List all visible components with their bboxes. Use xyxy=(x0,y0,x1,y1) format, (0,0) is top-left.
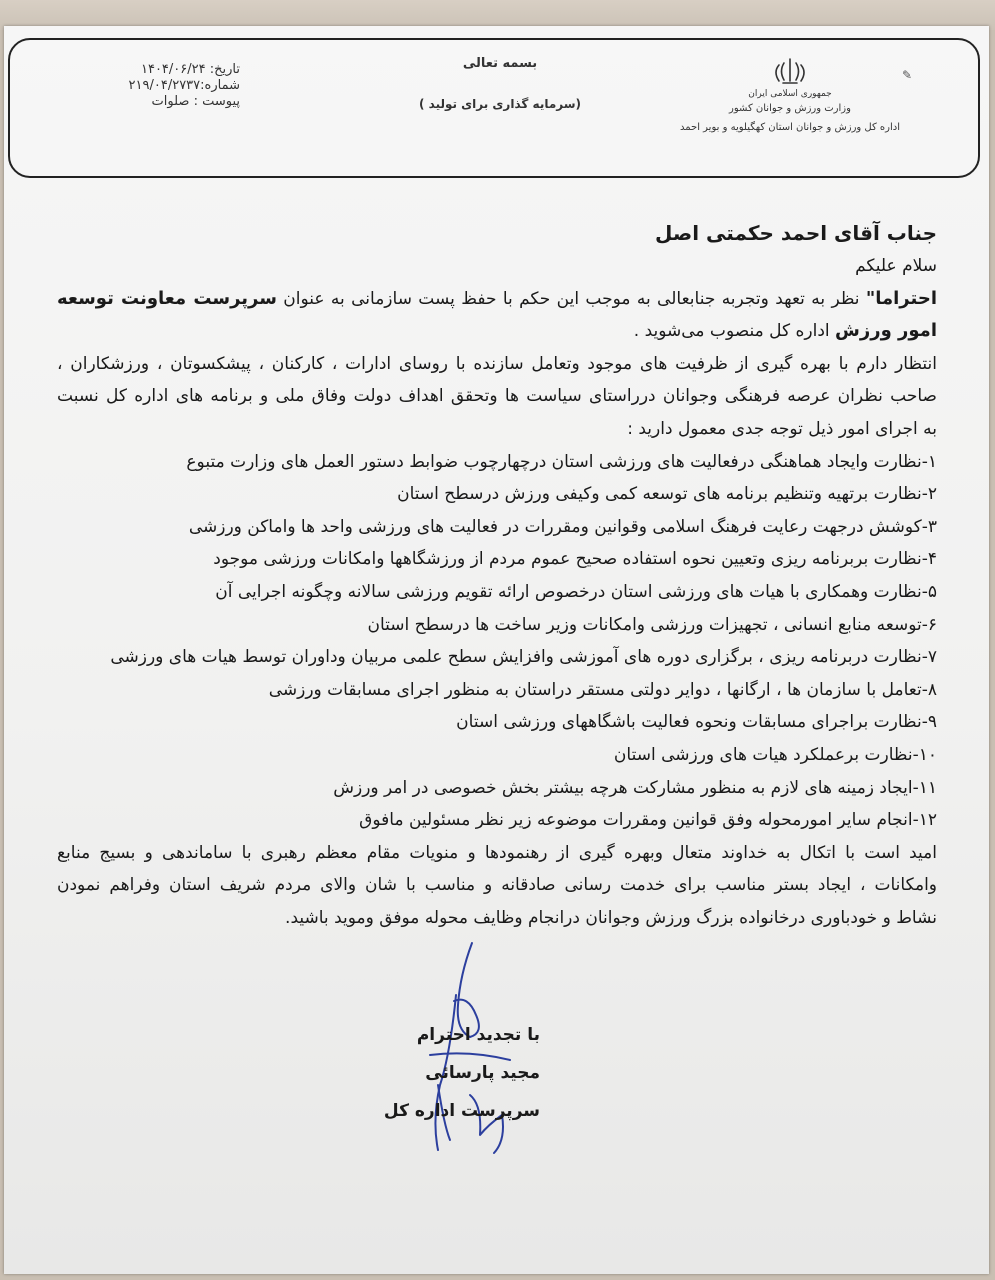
recipient: جناب آقای احمد حکمتی اصل xyxy=(655,221,937,245)
letter-body xyxy=(57,216,937,934)
list-item: ۹-نظارت براجرای مسابقات ونحوه فعالیت باشگاههای ورزشی استان xyxy=(456,712,937,733)
ministry-line-1: جمهوری اسلامی ایران xyxy=(748,89,832,99)
list-item: ۲-نظارت برتهیه وتنظیم برنامه های توسعه کمی وکیفی ورزش درسطح استان xyxy=(397,484,937,505)
list-item: ۱-نظارت وایجاد هماهنگی درفعالیت های ورزشی استان درچهارچوب ضوابط دستور العمل های وزارت متبوع xyxy=(186,451,937,472)
list-item: ۸-تعامل با سازمان ها ، ارگانها ، دوایر دولتی مستقر دراستان به منظور اجرای مسابقات ورزشی xyxy=(268,679,937,700)
list-item: ۶-توسعه منابع انسانی ، تجهیزات ورزشی وامکانات وزیر ساخت ها درسطح استان xyxy=(367,614,937,635)
pen-mark-icon: ✎ xyxy=(902,68,913,82)
signature-block xyxy=(330,1016,540,1130)
signatory-name: مجید پارسائی xyxy=(425,1063,540,1083)
list-item: ۱۲-انجام سایر امورمحوله وفق قوانین ومقررات موضوعه زیر نظر مسئولین مافوق xyxy=(359,810,937,831)
ministry-block xyxy=(640,55,940,133)
attachment-value: صلوات xyxy=(151,94,190,109)
intro-text-2: اداره کل منصوب می‌شوید . xyxy=(633,321,836,342)
paragraph-line: به اجرای امور ذیل توجه جدی معمول دارید : xyxy=(627,418,937,439)
greeting: سلام علیکم xyxy=(855,256,937,276)
list-item: ۵-نظارت وهمکاری با هیات های ورزشی استان درخصوص ارائه تقویم ورزشی سالانه وچگونه اجرایی آن xyxy=(215,581,937,602)
closing-line: نشاط و خودباوری درخانواده بزرگ ورزش وجوانان درانجام وظایف محوله موفق وموید باشید. xyxy=(285,907,937,928)
signatory-title: سرپرست اداره کل xyxy=(383,1101,540,1121)
intro-line-1 xyxy=(57,283,937,316)
list-item: ۱۰-نظارت برعملکرد هیات های ورزشی استان xyxy=(613,744,937,765)
iran-emblem-icon xyxy=(770,55,810,87)
intro-bold-2: سرپرست معاونت توسعه xyxy=(57,287,277,309)
number-value: ۲۱۹/۰۴/۲۷۳۷ xyxy=(128,78,201,93)
date-value: ۱۴۰۴/۰۶/۲۴ xyxy=(140,62,206,77)
ministry-line-2: وزارت ورزش و جوانان کشور xyxy=(729,103,851,114)
list-item: ۱۱-ایجاد زمینه های لازم به منظور مشارکت هرچه بیشتر بخش خصوصی در امر ورزش xyxy=(333,777,937,798)
attachment-row xyxy=(60,94,240,110)
list-item: ۳-کوشش درجهت رعایت فرهنگ اسلامی وقوانین ومقررات در فعالیت های ورزشی واحد ها واماکن ورزشی xyxy=(188,516,937,537)
attachment-label: پیوست : xyxy=(193,94,240,109)
list-item: ۴-نظارت بربرنامه ریزی وتعیین نحوه استفاده صحیح عموم مردم از ورزشگاهها وامکانات ورزشی موجود xyxy=(213,549,937,570)
invocation: بسمه تعالی xyxy=(462,56,538,71)
letter-meta xyxy=(60,62,240,110)
closing-line: امید است با اتکال به خداوند متعال وبهره گیری از رهنمودها و منویات مقام معظم رهبری با ساماندهی و بسیج منابع xyxy=(57,842,937,863)
intro-bold-1: احتراما" xyxy=(865,287,937,309)
number-label: شماره: xyxy=(200,78,240,93)
paragraph-line: صاحب نظران عرصه فرهنگی وجوانان درراستای سیاست ها وتحقق اهداف دولت وفاق ملی و برنامه های اداره کل نسبت xyxy=(57,386,937,407)
intro-bold-3: امور ورزش xyxy=(835,320,937,342)
number-row xyxy=(60,78,240,94)
signature-regards: با تجدید احترام xyxy=(416,1025,540,1045)
slogan: (سرمایه گذاری برای تولید ) xyxy=(418,97,582,111)
list-item: ۷-نظارت دربرنامه ریزی ، برگزاری دوره های آموزشی وافزایش سطح علمی مربیان وداوران توسط هیات های ورزشی xyxy=(110,647,937,668)
date-label: تاریخ: xyxy=(209,62,240,77)
intro-text-1: نظر به تعهد وتجربه جنابعالی به موجب این حکم با حفظ پست سازمانی به عنوان xyxy=(276,288,866,309)
intro-line-2 xyxy=(57,315,937,348)
ministry-line-3: اداره کل ورزش و جوانان استان کهگیلویه و بویر احمد xyxy=(679,122,900,133)
closing-line: وامکانات ، ایجاد بستر مناسب برای خدمت رسانی صادقانه و مناسب با شان والای مردم شریف استان وفراهم نمودن xyxy=(57,875,937,896)
letter-heading xyxy=(330,56,670,111)
date-row xyxy=(60,62,240,78)
paragraph-line: انتظار دارم با بهره گیری از ظرفیت های موجود وتعامل سازنده با روسای ادارات ، کارکنان ، پیشکسوتان ، ورزشکاران ، xyxy=(57,353,937,374)
